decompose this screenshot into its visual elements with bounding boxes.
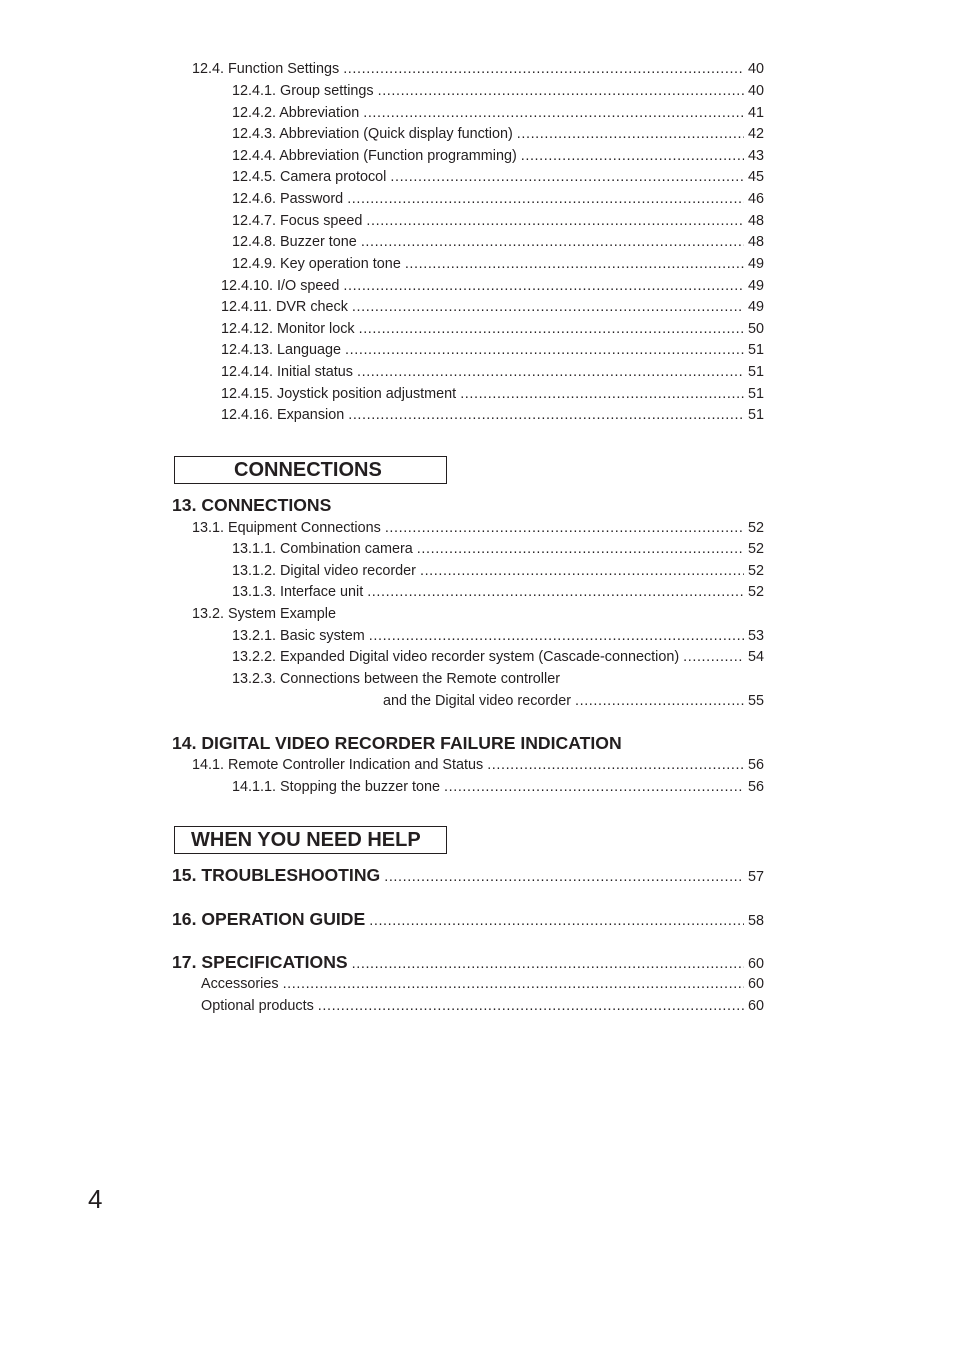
toc-entry-page: 57 [747,869,764,885]
toc-entry-title: 12.4.14. Initial status [221,364,353,380]
part-heading-when-you-need-help: WHEN YOU NEED HELP [174,826,447,854]
toc-entry [232,146,764,166]
toc-entry-page: 56 [747,779,764,795]
toc-entry-title: 12.4.16. Expansion [221,407,345,423]
toc-entry-page: 52 [747,563,764,579]
toc-entry [232,539,764,559]
dot-leader [343,276,744,296]
toc-entry-title: 14.1. Remote Controller Indication and Status [192,757,484,773]
toc-entry-page: 49 [747,278,764,294]
toc-entry [221,405,764,425]
toc-entry [232,254,764,274]
toc-entry-title: 12.4.12. Monitor lock [221,321,355,337]
toc-entry [232,582,764,602]
toc-entry-13-2-3-line1: 13.2.3. Connections between the Remote controller [232,671,560,687]
toc-entry-title: 15. TROUBLESHOOTING [172,865,381,885]
toc-entry [172,950,764,974]
toc-entry-page: 51 [747,364,764,380]
toc-entry [172,907,764,931]
toc-entry [221,340,764,360]
chapter-heading-14: 14. DIGITAL VIDEO RECORDER FAILURE INDICATION [172,733,622,753]
toc-entry-page: 55 [747,693,764,709]
toc-entry [232,561,764,581]
toc-entry-title: 13.1.1. Combination camera [232,541,413,557]
toc-entry-title: Optional products [201,998,314,1014]
dot-leader [283,974,744,994]
part-heading-connections: CONNECTIONS [174,456,447,484]
toc-entry-13-2: 13.2. System Example [192,606,336,622]
toc-entry-page: 48 [747,234,764,250]
toc-entry-page: 60 [747,998,764,1014]
dot-leader [444,777,744,797]
toc-entry [232,232,764,252]
toc-entry-title: 12.4.5. Camera protocol [232,169,387,185]
dot-leader [575,691,744,711]
dot-leader [352,952,744,976]
toc-entry-title: 13.2.2. Expanded Digital video recorder system (Cascade-connection) [232,649,680,665]
toc-entry-page: 46 [747,191,764,207]
toc-entry-page: 53 [747,628,764,644]
toc-entry-page: 60 [747,956,764,972]
dot-leader [405,254,744,274]
toc-entry-page: 52 [747,584,764,600]
dot-leader [390,167,744,187]
toc-entry [383,691,764,711]
dot-leader [369,626,744,646]
toc-entry-page: 43 [747,148,764,164]
dot-leader [352,297,744,317]
dot-leader [683,647,744,667]
dot-leader [361,232,744,252]
toc-entry-title: and the Digital video recorder [383,693,571,709]
toc-entry [192,59,764,79]
dot-leader [384,865,744,889]
dot-leader [348,405,744,425]
toc-entry-title: 13.2.1. Basic system [232,628,365,644]
dot-leader [359,319,744,339]
dot-leader [363,103,744,123]
toc-entry [221,276,764,296]
page-number: 4 [88,1184,103,1214]
toc-entry-page: 54 [747,649,764,665]
toc-entry-page: 52 [747,520,764,536]
dot-leader [369,909,744,933]
toc-entry-title: 12.4.15. Joystick position adjustment [221,386,457,402]
toc-entry-title: 17. SPECIFICATIONS [172,952,348,972]
toc-entry-title: 12.4.7. Focus speed [232,213,363,229]
toc-entry-page: 51 [747,342,764,358]
dot-leader [366,211,744,231]
toc-entry [232,647,764,667]
toc-entry [221,362,764,382]
dot-leader [521,146,744,166]
toc-entry-page: 48 [747,213,764,229]
toc-entry-title: 13.1. Equipment Connections [192,520,381,536]
toc-entry-page: 51 [747,386,764,402]
toc-entry [232,211,764,231]
dot-leader [487,755,744,775]
dot-leader [343,59,744,79]
toc-entry-title: 12.4.3. Abbreviation (Quick display function) [232,126,513,142]
dot-leader [357,362,744,382]
toc-entry-page: 45 [747,169,764,185]
toc-entry-title: 12.4.4. Abbreviation (Function programming) [232,148,517,164]
dot-leader [517,124,744,144]
toc-entry-page: 49 [747,256,764,272]
toc-entry [221,319,764,339]
toc-entry-page: 50 [747,321,764,337]
toc-entry [221,384,764,404]
toc-entry-page: 42 [747,126,764,142]
toc-entry-page: 56 [747,757,764,773]
toc-entry [201,974,764,994]
dot-leader [367,582,744,602]
toc-entry [232,189,764,209]
toc-entry [232,626,764,646]
toc-entry [232,103,764,123]
toc-entry [172,863,764,887]
toc-entry-title: 12.4.9. Key operation tone [232,256,401,272]
toc-entry-page: 49 [747,299,764,315]
toc-entry-title: 16. OPERATION GUIDE [172,909,366,929]
toc-entry-title: 12.4.10. I/O speed [221,278,340,294]
toc-entry-title: 12.4.13. Language [221,342,342,358]
dot-leader [347,189,744,209]
toc-entry-title: 13.1.2. Digital video recorder [232,563,416,579]
dot-leader [385,518,744,538]
toc-entry [201,996,764,1016]
toc-entry-page: 40 [747,83,764,99]
toc-entry-page: 51 [747,407,764,423]
toc-entry [232,167,764,187]
dot-leader [345,340,744,360]
toc-entry [232,81,764,101]
toc-entry [192,518,764,538]
toc-entry-title: 13.1.3. Interface unit [232,584,364,600]
toc-entry-title: 12.4.1. Group settings [232,83,374,99]
toc-entry [192,755,764,775]
toc-entry-page: 41 [747,105,764,121]
toc-entry-title: 12.4.11. DVR check [221,299,348,315]
toc-entry-page: 40 [747,61,764,77]
dot-leader [378,81,744,101]
toc-entry-title: 12.4.2. Abbreviation [232,105,360,121]
chapter-heading-13: 13. CONNECTIONS [172,495,332,515]
toc-entry-title: 14.1.1. Stopping the buzzer tone [232,779,441,795]
dot-leader [417,539,744,559]
toc-entry-page: 52 [747,541,764,557]
toc-entry-title: 12.4. Function Settings [192,61,340,77]
toc-entry-title: Accessories [201,976,279,992]
toc-entry-title: 12.4.6. Password [232,191,344,207]
toc-entry-page: 58 [747,913,764,929]
toc-entry [232,124,764,144]
dot-leader [318,996,744,1016]
toc-entry [221,297,764,317]
toc-entry [232,777,764,797]
dot-leader [460,384,744,404]
toc-entry-page: 60 [747,976,764,992]
dot-leader [420,561,744,581]
toc-entry-title: 12.4.8. Buzzer tone [232,234,357,250]
